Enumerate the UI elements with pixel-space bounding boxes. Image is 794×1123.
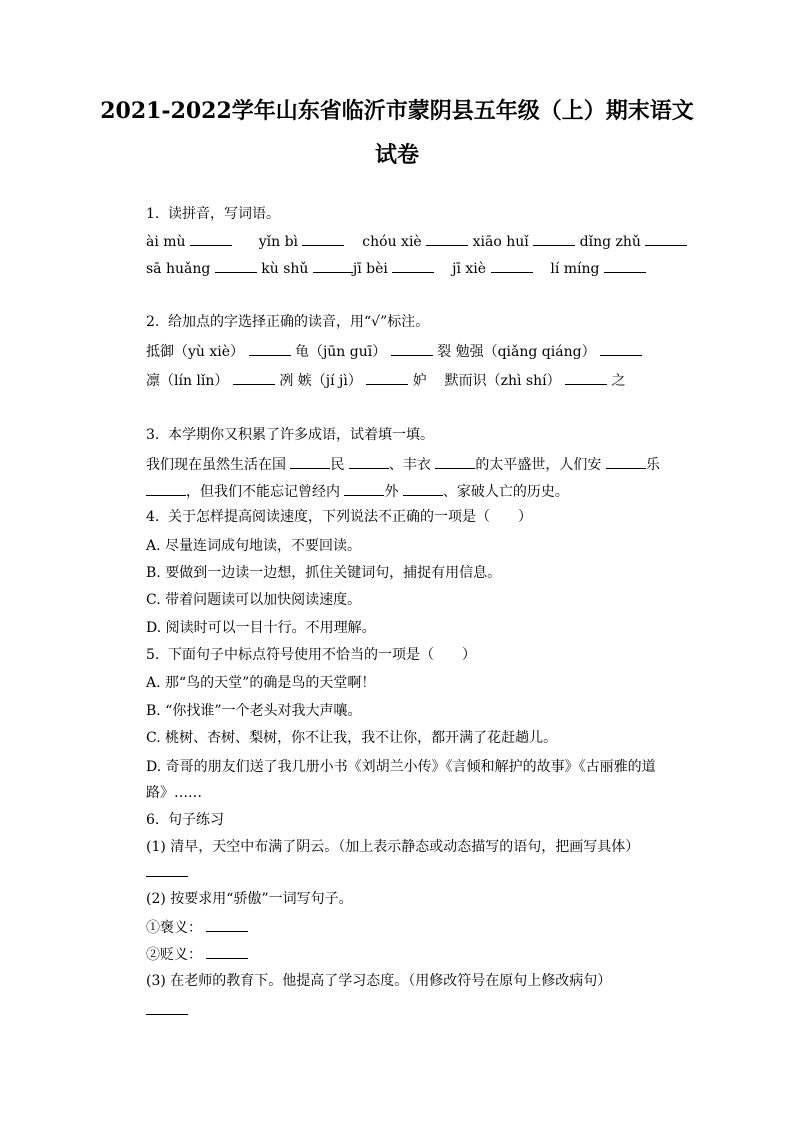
answer-blank[interactable] [533,231,575,246]
question-number: 5. [146,647,160,663]
answer-blank[interactable] [606,454,646,469]
question-number: 1. [146,206,160,222]
question-5-option-c[interactable]: C. 桃树、杏树、梨树，你不让我，我不让你，都开满了花赶趟儿。 [146,730,558,746]
reading-item: 妒 [412,373,427,389]
answer-blank[interactable] [290,454,330,469]
answer-blank[interactable] [249,341,291,356]
answer-blank[interactable] [146,481,186,496]
question-5-option-a[interactable]: A. 那“鸟的天堂”的确是鸟的天堂啊！ [146,675,376,691]
answer-blank[interactable] [426,231,468,246]
reading-item: 冽 嫉（jí jì） [279,373,362,389]
question-5-option-d[interactable]: D. 奇哥的朋友们送了我几册小书《刘胡兰小传》《言倾和解护的故事》《古丽雅的道 [146,759,656,775]
pinyin-item: xiāo huǐ [472,234,529,250]
question-6-part-1-answer [146,862,188,883]
answer-blank[interactable] [206,944,248,959]
question-6-part-1: (1) 清早，天空中布满了阴云。（加上表示静态或动态描写的语句，把画写具体） [146,839,640,855]
answer-blank[interactable] [344,481,384,496]
question-number: 4. [146,509,160,525]
pinyin-item: ài mù [146,234,186,250]
answer-blank[interactable] [392,258,434,273]
answer-blank[interactable] [366,370,408,385]
pinyin-item: kù shǔ [261,261,309,277]
answer-blank[interactable] [565,370,607,385]
pinyin-item: chóu xiè [362,234,422,250]
answer-blank[interactable] [215,258,257,273]
question-2-row-2 [146,370,625,391]
pinyin-item: sā huǎng [146,261,211,277]
question-2-row-1 [146,341,642,362]
question-4-option-a[interactable]: A. 尽量连词成句地读，不要回读。 [146,538,362,554]
question-number: 6. [146,812,160,828]
question-6-part-2a: ①褒义： [146,917,248,938]
answer-blank[interactable] [349,454,389,469]
answer-blank[interactable] [604,258,646,273]
answer-blank[interactable] [645,231,687,246]
reading-item: 凛（lín lǐn） [146,373,229,389]
answer-blank[interactable] [302,231,344,246]
question-number: 3. [146,427,160,443]
answer-blank[interactable] [206,917,248,932]
answer-blank[interactable] [491,258,533,273]
answer-blank[interactable] [313,258,353,273]
question-1-row-2 [146,258,646,279]
answer-blank[interactable] [146,1000,188,1015]
answer-blank[interactable] [233,370,275,385]
question-1-row-1 [146,231,687,252]
question-6-part-2b: ②贬义： [146,944,248,965]
answer-blank[interactable] [391,341,433,356]
answer-blank[interactable] [403,481,443,496]
pinyin-item: yǐn bì [258,234,299,250]
pinyin-item: dǐng zhǔ [579,234,641,250]
question-5-stem: 5. 下面句子中标点符号使用不恰当的一项是（ ） [146,647,476,663]
question-1-stem: 1. 读拼音，写词语。 [146,206,280,222]
pinyin-item: jī bèi [352,261,388,277]
question-number: 2. [146,314,160,330]
question-3-line-2: ，但我们不能忘记曾经内 外 、家破人亡的历史。 [146,481,569,502]
reading-item: 默而识（zhì shí） [444,373,561,389]
answer-blank[interactable] [190,231,232,246]
pinyin-item: lí míng [550,261,600,277]
reading-item: 裂 勉强（qiǎng qiáng） [437,344,596,360]
question-6-part-3-answer [146,1000,188,1021]
answer-blank[interactable] [435,454,475,469]
pinyin-item: jī xiè [452,261,487,277]
page-title-cont: 试卷 [374,142,419,168]
question-4-option-d[interactable]: D. 阅读时可以一目十行。不用理解。 [146,620,376,636]
question-3-line-1: 我们现在虽然生活在国 民 、丰衣 的太平盛世，人们安 乐 [146,454,660,475]
question-6-part-3: (3) 在老师的教育下。他提高了学习态度。（用修改符号在原句上修改病句） [146,973,612,989]
answer-blank[interactable] [146,862,188,877]
question-2-stem: 2. 给加点的字选择正确的读音，用“√”标注。 [146,314,430,330]
question-6-part-2: (2) 按要求用“骄傲”一词写句子。 [146,891,353,907]
question-4-stem: 4. 关于怎样提高阅读速度，下列说法不正确的一项是（ ） [146,509,532,525]
question-5-option-b[interactable]: B. “你找谁”一个老头对我大声嚷。 [146,703,362,719]
question-3-stem: 3. 本学期你又积累了许多成语，试着填一填。 [146,427,434,443]
question-4-option-b[interactable]: B. 要做到一边读一边想，抓住关键词句，捕捉有用信息。 [146,565,502,581]
question-6-stem: 6. 句子练习 [146,812,224,828]
reading-item: 抵御（yù xiè） [146,344,245,360]
answer-blank[interactable] [600,341,642,356]
reading-item: 之 [611,373,626,389]
page-title: 2021-2022学年山东省临沂市蒙阴县五年级（上）期末语文 [100,98,694,124]
reading-item: 龟（jūn guī） [294,344,387,360]
question-4-option-c[interactable]: C. 带着问题读可以加快阅读速度。 [146,592,362,608]
question-5-option-d-cont: 路》…… [146,785,202,801]
